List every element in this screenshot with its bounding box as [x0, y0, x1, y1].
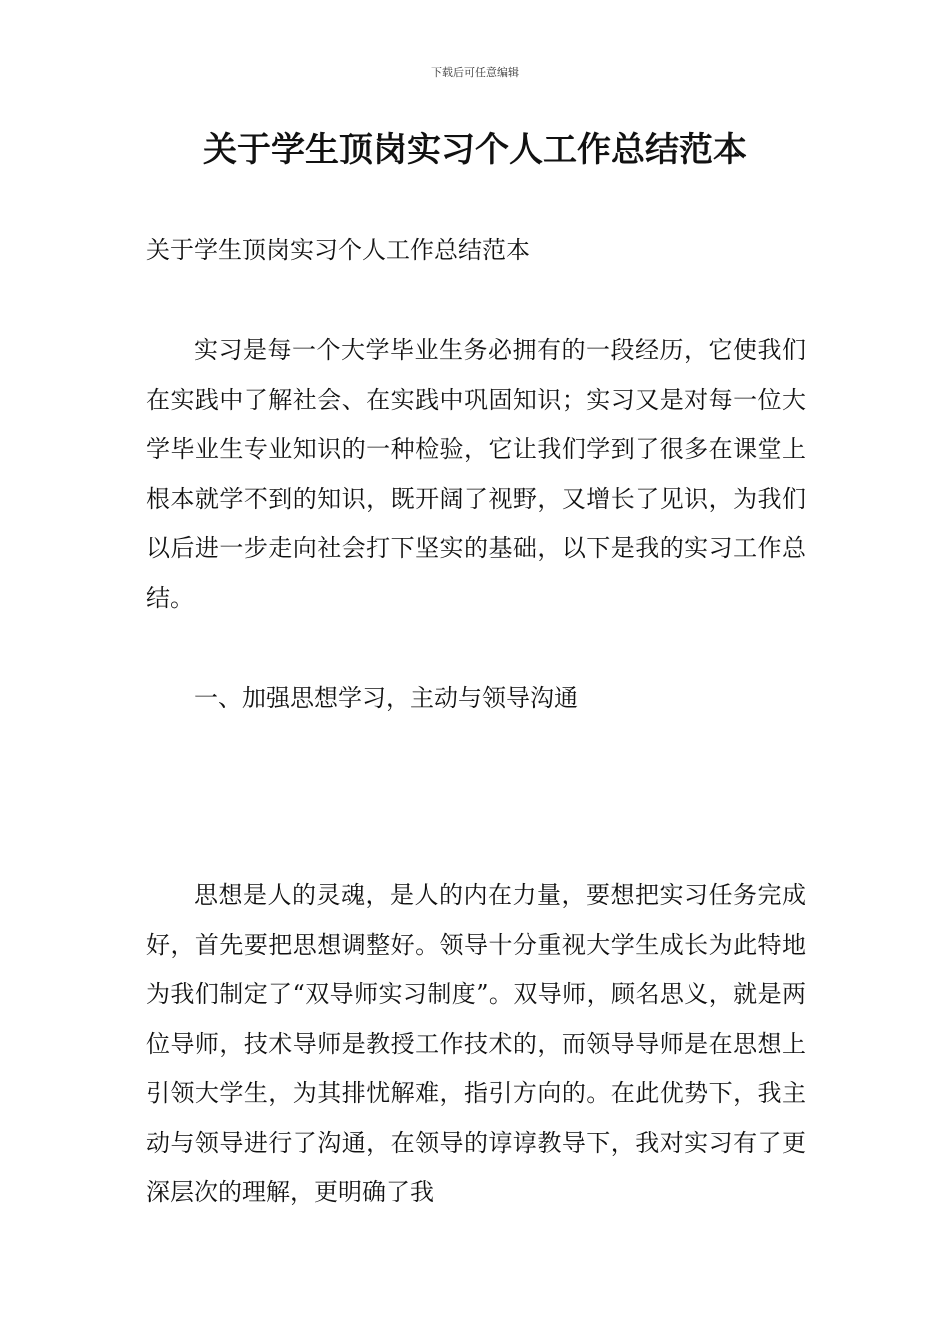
document-title: 关于学生顶岗实习个人工作总结范本 [203, 130, 747, 170]
document-subtitle: 关于学生顶岗实习个人工作总结范本 [146, 236, 530, 264]
header-note: 下载后可任意编辑 [431, 66, 519, 79]
paragraph-intro: 实习是每一个大学毕业生务必拥有的一段经历，它使我们在实践中了解社会、在实践中巩固知识；实习又是对每一位大学毕业生专业知识的一种检验，它让我们学到了很多在课堂上根本就学不到的知识，既开阔了视野，又增长了见识，为我们以后进一步走向社会打下坚实的基础，以下是我的实习工作总结。 [146, 336, 806, 612]
section-heading: 一、加强思想学习，主动与领导沟通 [194, 684, 578, 712]
paragraph-thought: 思想是人的灵魂，是人的内在力量，要想把实习任务完成好，首先要把思想调整好。领导十分重视大学生成长为此特地为我们制定了“双导师实习制度”。双导师，顾名思义，就是两位导师，技术导师是教授工作技术的，而领导导师是在思想上引领大学生，为其排忧解难，指引方向的。在此优势下，我主动与领导进行了沟通，在领导的谆谆教导下，我对实习有了更深层次的理解，更明确了我 [146, 881, 806, 1206]
